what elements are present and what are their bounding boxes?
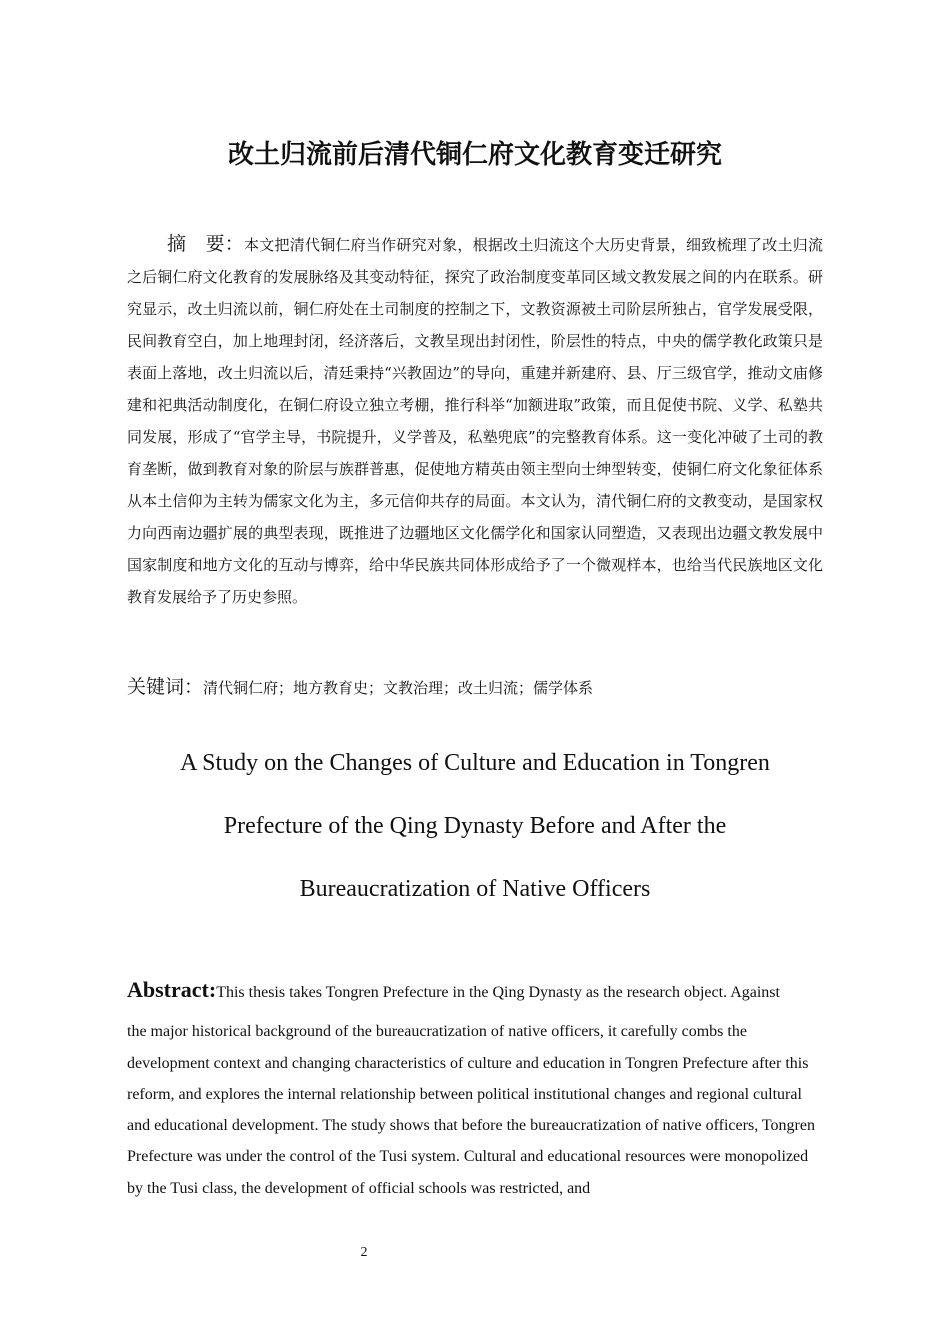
chinese-keywords-label: 关键词：: [127, 676, 204, 698]
english-abstract-first-text: This thesis takes Tongren Prefecture in the Qing Dynasty as the research object. Against: [216, 984, 780, 1001]
english-abstract-label: Abstract:: [127, 977, 217, 1002]
english-title: [100, 732, 850, 921]
chinese-abstract: [127, 228, 823, 613]
page-number: 2: [360, 1245, 368, 1260]
chinese-keywords-text: 清代铜仁府；地方教育史；文教治理；改土归流；儒学体系: [203, 679, 594, 697]
english-title-line: A Study on the Changes of Culture and Education in Tongren: [180, 750, 770, 776]
chinese-abstract-text: 本文把清代铜仁府当作研究对象，根据改土归流这个大历史背景，细致梳理了改土归流之后铜仁府文化教育的发展脉络及其变动特征，探究了政治制度变革同区域文教发展之间的内在联系。研究显示，改土归流以前，铜仁府处在土司制度的控制之下，文教资源被土司阶层所独占，官学发展受限，民间教育空白，加上地理封闭，经济落后，文教呈现出封闭性，阶层性的特点，中央的儒学教化政策只是表面上落地，改土归流以后，清廷秉持“兴教固边”的导向，重建并新建府、县、厅三级官学，推动文庙修建和祀典活动制度化，在铜仁府设立独立考棚，推行科举“加额进取”政策，而且促使书院、义学、私塾共同发展，形成了“官学主导，书院提升，义学普及，私塾兜底”的完整教育体系。这一变化冲破了土司的教育垄断，做到教育对象的阶层与族群普惠，促使地方精英由领主型向士绅型转变，使铜仁府文化象征体系从本土信仰为主转为儒家文化为主，多元信仰共存的局面。本文认为，清代铜仁府的文教变动，是国家权力向西南边疆扩展的典型表现，既推进了边疆地区文化儒学化和国家认同塑造，又表现出边疆文教发展中国家制度和地方文化的互动与博弈，给中华民族共同体形成给予了一个微观样本，也给当代民族地区文化教育发展给予了历史参照。: [127, 236, 823, 606]
english-title-line: Bureaucratization of Native Officers: [299, 876, 651, 902]
english-abstract-text: the major historical background of the bureaucratization of native officers, it carefully combs the development context and changing characteristics of culture and education in Tongren Prefecture after this reform, and explores the internal relationship between political institutional changes and regional cultural and educational development. The study shows that before the bureaucratization of native officers, Tongren Prefecture was under the control of the Tusi system. Cultural and educational resources were monopolized by the Tusi class, the development of official schools was restricted, and: [127, 1023, 815, 1197]
chinese-title: 改土归流前后清代铜仁府文化教育变迁研究: [227, 140, 722, 170]
english-abstract: [127, 974, 823, 1204]
chinese-keywords: [127, 672, 823, 703]
english-title-line: Prefecture of the Qing Dynasty Before and After the: [223, 813, 727, 839]
chinese-abstract-label: 摘 要：: [167, 233, 244, 255]
english-abstract-first-line: [127, 974, 823, 1008]
